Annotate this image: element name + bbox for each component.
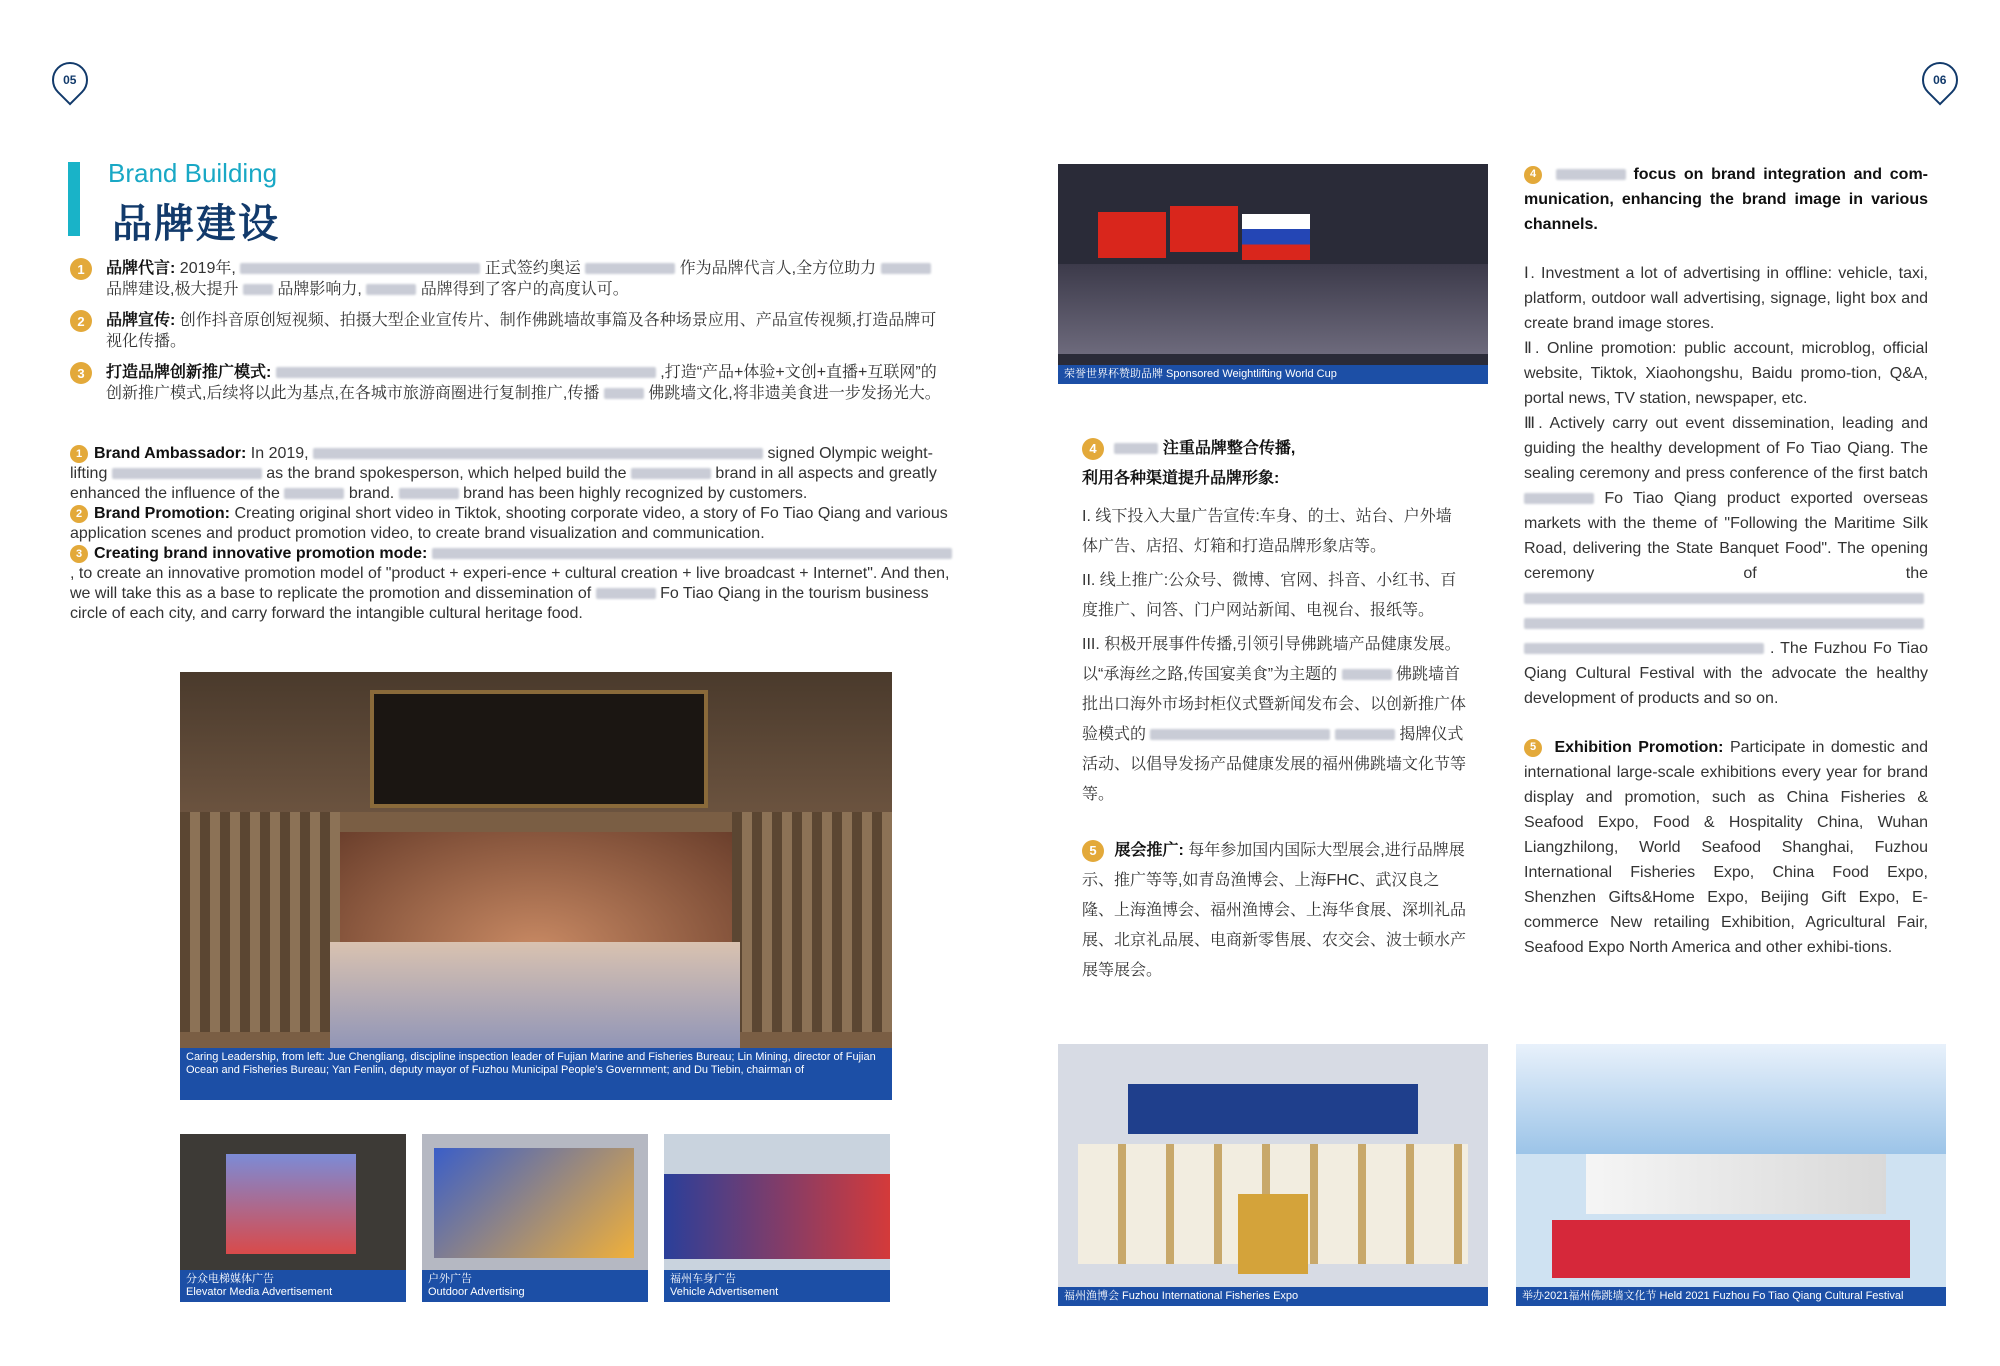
redacted-text [276, 367, 656, 378]
right-para-1: Ⅰ. Investment a lot of advertising in offline: vehicle, taxi, platform, outdoor wall advertising, signage, light box and create brand image stores. [1524, 265, 1928, 332]
stage-podium [1552, 1220, 1910, 1278]
mid-para-1: I. 线下投入大量广告宣传:车身、的士、站台、户外墙体广告、店招、灯箱和打造品牌形象店等。 [1082, 508, 1452, 555]
cn-item-2 [70, 310, 960, 352]
redacted-text [1335, 729, 1395, 740]
right-para-3-text: Ⅲ. Actively carry out event dissemination, leading and guiding the healthy development of Fo Tiao Qiang. The sealing ceremony and press conference of the first batch [1524, 415, 1928, 482]
cn-item-text: 2019年, [179, 260, 236, 277]
mid-item-5-title: 展会推广: [1114, 842, 1184, 859]
page-number-right: 06 [1915, 55, 1966, 106]
number-badge: 4 [1524, 166, 1542, 184]
redacted-text [631, 468, 711, 479]
right-para-3-text: . The Fuzhou Fo Tiao Qiang Cultural Festival with the advocate the healthy development of products and so on. [1524, 640, 1928, 707]
main-photo-caption: Caring Leadership, from left: Jue Chengliang, discipline inspection leader of Fujian Marine and Fisheries Bureau; Lin Mining, director of Fujian Ocean and Fisheries Bureau; Yan Fenlin, deputy mayor of Fuzhou Municipal People's Government; and Du Tiebin, chairman of [180, 1048, 892, 1100]
redacted-text [1114, 443, 1158, 454]
mid-para-3-text: III. 积极开展事件传播,引领引导佛跳墙产品健康发展。以“承海丝之路,传国宴美食”为主题的 [1082, 636, 1461, 683]
flag-russia [1242, 214, 1310, 260]
right-en-column [1524, 162, 1928, 960]
cn-item-text: 佛跳墙文化,将非遗美食进一步发扬光大。 [648, 385, 941, 402]
cn-item-text: 正式签约奥运 [484, 260, 581, 277]
mid-item-4-subtitle: 利用各种渠道提升品牌形象: [1082, 470, 1280, 487]
mid-para-3-text: 佛跳墙首批出口海外市场封柜仪式暨新闻发布会、以创新推广体验模式的 [1082, 666, 1467, 743]
window-left [180, 812, 340, 1032]
redacted-text [366, 284, 416, 295]
booth-header [1128, 1084, 1418, 1134]
cn-item-text: 品牌影响力, [277, 281, 362, 298]
cn-item-1 [70, 258, 960, 300]
number-badge: 5 [1524, 739, 1542, 757]
redacted-text [1524, 593, 1924, 604]
number-badge: 2 [70, 505, 88, 523]
vehicle-ad-photo [664, 1134, 890, 1302]
redacted-text [240, 263, 480, 274]
number-badge: 5 [1082, 840, 1104, 862]
cn-item-label: 品牌宣传: [106, 312, 176, 329]
world-cup-caption: 荣誉世界杯赞助品牌 Sponsored Weightlifting World Cup [1058, 365, 1488, 384]
cultural-festival-photo [1516, 1044, 1946, 1306]
redacted-text [1524, 618, 1924, 629]
right-item-5-title: Exhibition Promotion: [1554, 739, 1724, 756]
cultural-festival-caption: 举办2021福州佛跳墙文化节 Held 2021 Fuzhou Fo Tiao Qiang Cultural Festival [1516, 1287, 1946, 1306]
flag-china-1 [1098, 212, 1166, 258]
redacted-text [881, 263, 931, 274]
heading-accent-bar [68, 162, 80, 236]
en-item-text: signed Olympic weight-lifting [70, 445, 933, 482]
en-item-label: Creating brand innovative promotion mode: [94, 545, 428, 562]
cn-item-text: 品牌得到了客户的高度认可。 [420, 281, 629, 298]
right-para-3-text: Fo Tiao Qiang product exported overseas markets with the theme of "Following the Maritime Silk Road, delivering the State Banquet Food". The opening ceremony of the [1524, 490, 1928, 582]
redacted-text [432, 548, 952, 559]
en-item-3 [70, 544, 960, 624]
people [330, 942, 740, 1062]
en-item-text: brand has been highly recognized by customers. [463, 485, 808, 502]
elevator-ad-caption: 分众电梯媒体广告 Elevator Media Advertisement [180, 1270, 406, 1302]
redacted-text [1342, 669, 1392, 680]
mid-para-3 [1082, 630, 1466, 810]
redacted-text [604, 388, 644, 399]
cn-item-text: 品牌建设,极大提升 [106, 281, 239, 298]
en-items [70, 444, 960, 624]
mid-item-5-text: 每年参加国内国际大型展会,进行品牌展示、推广等等,如青岛渔博会、上海FHC、武汉良之隆、上海渔博会、福州渔博会、上海华食展、深圳礼品展、北京礼品展、电商新零售展、农交会、波士顿水产展等展会。 [1082, 842, 1467, 979]
en-item-1 [70, 444, 960, 504]
en-item-text: as the brand spokesperson, which helped build the [266, 465, 627, 482]
en-item-label: Brand Ambassador: [94, 445, 247, 462]
en-item-label: Brand Promotion: [94, 505, 230, 522]
cn-item-text: 创作抖音原创短视频、拍摄大型企业宣传片、制作佛跳墙故事篇及各种场景应用、产品宣传视频,打造品牌可视化传播。 [106, 312, 937, 350]
outdoor-ad-photo [422, 1134, 648, 1302]
mid-cn-column [1082, 434, 1466, 986]
redacted-text [399, 488, 459, 499]
world-cup-photo [1058, 164, 1488, 384]
billboard [434, 1148, 634, 1258]
vehicle-ad-caption: 福州车身广告 Vehicle Advertisement [664, 1270, 890, 1302]
redacted-text [112, 468, 262, 479]
plaque [370, 690, 708, 808]
page-number-left: 05 [45, 55, 96, 106]
mid-para-3-text: 揭牌仪式活动、以倡导发扬产品健康发展的福州佛跳墙文化节等等。 [1082, 726, 1467, 803]
flag-china-2 [1170, 206, 1238, 252]
right-item-4-title: focus on brand integration and com-munication, enhancing the brand image in various channels. [1524, 166, 1928, 233]
en-item-text: In 2019, [250, 445, 309, 462]
bus [664, 1174, 890, 1259]
number-badge: 1 [70, 258, 92, 280]
fisheries-expo-caption: 福州渔博会 Fuzhou International Fisheries Expo [1058, 1287, 1488, 1306]
number-badge: 3 [70, 545, 88, 563]
en-item-text: brand. [348, 485, 395, 502]
people-on-stage [1586, 1154, 1886, 1214]
number-badge: 2 [70, 310, 92, 332]
leadership-photo [180, 672, 892, 1100]
redacted-text [1556, 169, 1626, 180]
cn-item-label: 品牌代言: [106, 260, 176, 277]
elevator-ad-photo [180, 1134, 406, 1302]
cn-item-3 [70, 362, 960, 404]
fisheries-expo-photo [1058, 1044, 1488, 1306]
number-badge: 3 [70, 362, 92, 384]
festival-backdrop [1516, 1044, 1946, 1154]
number-badge: 4 [1082, 438, 1104, 460]
redacted-text [596, 588, 656, 599]
number-badge: 1 [70, 445, 88, 463]
cn-items [70, 258, 960, 404]
redacted-text [313, 448, 763, 459]
right-item-5 [1524, 735, 1928, 960]
mid-item-4-title-line: 注重品牌整合传播, [1162, 440, 1296, 457]
redacted-text [1524, 643, 1764, 654]
redacted-text [1150, 729, 1330, 740]
en-item-text: Creating original short video in Tiktok, shooting corporate video, a story of Fo Tiao Qiang and various application scenes and product promotion video, to create brand visualization and communication. [70, 505, 948, 542]
heading-en: Brand Building [108, 158, 278, 188]
redacted-text [585, 263, 675, 274]
mid-item-5 [1082, 836, 1466, 986]
en-item-2 [70, 504, 960, 544]
redacted-text [1524, 493, 1594, 504]
cn-item-text: 作为品牌代言人,全方位助力 [679, 260, 877, 277]
audience [1058, 264, 1488, 354]
mid-para-2: II. 线上推广:公众号、微博、官网、抖音、小红书、百度推广、问答、门户网站新闻、电视台、报纸等。 [1082, 572, 1457, 619]
cn-item-text: ,打造“产品+体验+文创+直播+互联网”的创新推广模式,后续将以此为基点,在各城市旅游商圈进行复制推广,传播 [106, 364, 937, 402]
right-item-5-text: Participate in domestic and international large-scale exhibitions every year for brand display and promotion, such as China Fisheries & Seafood Expo, Food & Hospitality China, Wuhan Liangzhilong, World Seafood Shanghai, Fuzhou International Fisheries Expo, China Food Expo, Shenzhen Gifts&Home Expo, Beijing Gift Expo, E-commerce New retailing Exhibition, Agricultural Fair, Seafood Expo North America and other exhibi-tions. [1524, 739, 1929, 956]
ad-screen [226, 1154, 356, 1254]
outdoor-ad-caption: 户外广告 Outdoor Advertising [422, 1270, 648, 1302]
window-right [732, 812, 892, 1032]
en-item-text: brand in all aspects and greatly enhanced the influence of the [70, 465, 937, 502]
right-para-3 [1524, 411, 1928, 711]
booth-emblem [1238, 1194, 1308, 1274]
redacted-text [243, 284, 273, 295]
cn-item-label: 打造品牌创新推广模式: [106, 364, 272, 381]
mid-item-4-title [1082, 434, 1466, 464]
right-para-2: Ⅱ. Online promotion: public account, microblog, official website, Tiktok, Xiaohongshu, Baidu promo-tion, Q&A, portal news, TV station, newspaper, etc. [1524, 340, 1928, 407]
redacted-text [284, 488, 344, 499]
heading-cn: 品牌建设 [112, 202, 280, 246]
right-item-4 [1524, 162, 1928, 237]
en-item-text: , to create an innovative promotion model of "product + experi-ence + cultural creation + live broadcast + Internet". And then, we will take this as a base to replicate the promotion and dissemination of [70, 565, 950, 602]
en-item-text: Fo Tiao Qiang in the tourism business circle of each city, and carry forward the intangible cultural heritage food. [70, 585, 929, 622]
